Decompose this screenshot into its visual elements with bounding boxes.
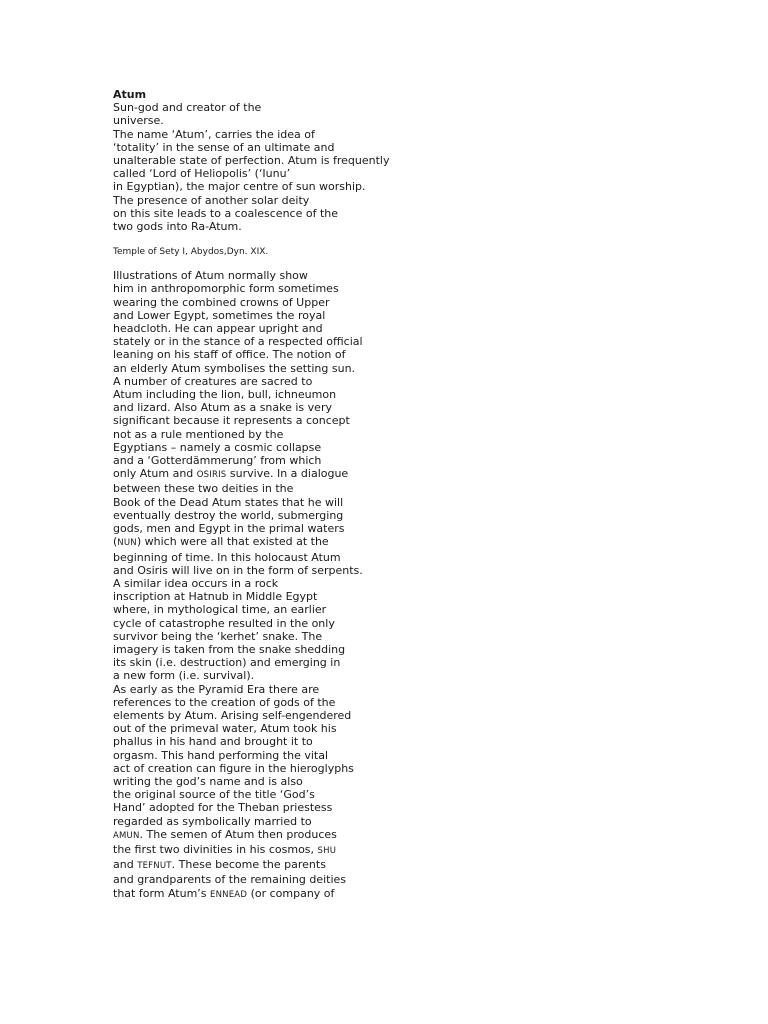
text-line: where, in mythological time, an earlier [113, 603, 327, 617]
text-line: out of the primeval water, Atum took his [113, 722, 337, 736]
cross-reference: SHU [317, 845, 337, 856]
text-line: Illustrations of Atum normally show [113, 269, 308, 283]
text-line: and TEFNUT. These become the parents [113, 858, 326, 872]
text-line: called ‘Lord of Heliopolis’ (‘Iunu’ [113, 167, 291, 181]
text-line: leaning on his staff of office. The notion of [113, 348, 346, 362]
text-line: inscription at Hatnub in Middle Egypt [113, 590, 318, 604]
text-line: A similar idea occurs in a rock [113, 576, 279, 590]
cross-reference: AMUN [113, 830, 140, 841]
text-line: Atum including the lion, bull, ichneumon [113, 388, 337, 402]
body-paragraph [113, 269, 433, 902]
text-line: gods, men and Egypt in the primal waters [113, 522, 345, 536]
text-line: on this site leads to a coalescence of the [113, 206, 339, 220]
text-line: ‘totality’ in the sense of an ultimate and [113, 140, 335, 154]
text-line: The presence of another solar deity [113, 193, 310, 207]
text-line: wearing the combined crowns of Upper [113, 295, 330, 309]
text-line: (NUN) which were all that existed at the [113, 535, 329, 549]
cross-reference: OSIRIS [196, 470, 227, 481]
text-line: the first two divinities in his cosmos, SHU [113, 842, 337, 856]
text-line: and grandparents of the remaining deities [113, 873, 347, 887]
text-line: elements by Atum. Arising self-engendered [113, 708, 352, 722]
text-line: A number of creatures are sacred to [113, 374, 313, 388]
text-line: only Atum and OSIRIS survive. In a dialogue [113, 467, 349, 481]
text-line: eventually destroy the world, submerging [113, 508, 344, 522]
text-line: Egyptians – namely a cosmic collapse [113, 440, 322, 454]
document-page [113, 88, 433, 902]
text-line: survivor being the ‘kerhet’ snake. The [113, 629, 323, 643]
text-line: and lizard. Also Atum as a snake is very [113, 401, 332, 415]
text-line: in Egyptian), the major centre of sun worship. [113, 180, 366, 194]
text-line: a new form (i.e. survival). [113, 669, 255, 683]
text-line: between these two deities in the [113, 482, 294, 496]
text-line: phallus in his hand and brought it to [113, 735, 313, 749]
text-line: Hand’ adopted for the Theban priestess [113, 801, 333, 815]
cross-reference: NUN [117, 538, 137, 549]
text-line: act of creation can figure in the hieroglyphs [113, 761, 354, 775]
text-line: that form Atum’s ENNEAD (or company of [113, 886, 335, 900]
text-line: orgasm. This hand performing the vital [113, 748, 329, 762]
text-line: not as a rule mentioned by the [113, 427, 284, 441]
text-line: cycle of catastrophe resulted in the only [113, 616, 335, 630]
entry-title: Atum [113, 88, 147, 101]
text-line: stately or in the stance of a respected official [113, 335, 363, 349]
text-line: imagery is taken from the snake shedding [113, 642, 346, 656]
text-line: The name ‘Atum’, carries the idea of [113, 127, 315, 141]
text-line: him in anthropomorphic form sometimes [113, 282, 339, 296]
text-line: As early as the Pyramid Era there are [113, 682, 320, 696]
text-line: writing the god’s name and is also [113, 774, 303, 788]
text-line: unalterable state of perfection. Atum is frequently [113, 154, 390, 168]
text-line: and a ‘Gotterdämmerung’ from which [113, 454, 322, 468]
text-line: Book of the Dead Atum states that he will [113, 495, 344, 509]
text-line: beginning of time. In this holocaust Atum [113, 550, 341, 564]
cross-reference: ENNEAD [210, 889, 248, 900]
text-line: headcloth. He can appear upright and [113, 322, 323, 336]
text-line: references to the creation of gods of the [113, 695, 336, 709]
text-line: regarded as symbolically married to [113, 814, 312, 828]
intro-paragraph [113, 101, 433, 233]
text-line: an elderly Atum symbolises the setting sun. [113, 361, 356, 375]
text-line: its skin (i.e. destruction) and emerging in [113, 656, 341, 670]
text-line: universe. [113, 114, 164, 128]
text-line: two gods into Ra-Atum. [113, 220, 242, 234]
text-line: AMUN. The semen of Atum then produces [113, 827, 337, 841]
text-line: and Lower Egypt, sometimes the royal [113, 308, 326, 322]
image-caption: Temple of Sety I, Abydos,Dyn. XIX. [113, 247, 269, 258]
text-line: the original source of the title ‘God’s [113, 788, 315, 802]
text-line: significant because it represents a concept [113, 414, 350, 428]
text-line: and Osiris will live on in the form of serpents. [113, 563, 363, 577]
cross-reference: TEFNUT [137, 861, 172, 872]
text-line: Sun-god and creator of the [113, 101, 262, 115]
